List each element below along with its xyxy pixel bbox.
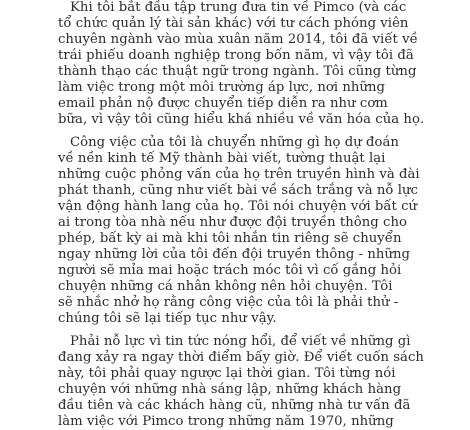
- text-line: bữa, vì vậy tôi cũng hiểu khá nhiều về văn hóa của họ.: [58, 112, 425, 127]
- text-line: Công việc của tôi là chuyển những gì họ dự đoán: [70, 135, 399, 150]
- text-line: đầu tiên và các khách hàng cũ, những nhà tư vấn đã: [58, 398, 411, 413]
- text-line: những cuộc phỏng vấn của họ trên truyền hình và đài: [58, 167, 420, 182]
- text-line: ngay những lời của tôi đến đội truyền thông - những: [58, 247, 411, 262]
- text-line: trái phiếu doanh nghiệp trong bốn năm, vì vậy tôi đã: [58, 48, 414, 63]
- text-line: về nền kinh tế Mỹ thành bài viết, tường thuật lại: [58, 151, 386, 166]
- text-line: vận động hành lang của họ. Tôi nói chuyện với bất cứ: [58, 199, 418, 214]
- text-line: ai trong tòa nhà nếu như được đội truyền thông cho: [58, 215, 408, 230]
- text-line: chuyện với những nhà sáng lập, những khách hàng: [58, 382, 402, 397]
- text-line: người sẽ mỉa mai hoặc trách móc tôi vì cố gắng hỏi: [58, 263, 402, 278]
- text-line: này, tôi phải quay ngược lại thời gian. Tôi từng nói: [58, 366, 396, 381]
- text-line: chuyên ngành vào mùa xuân năm 2014, tôi đã viết về: [58, 32, 418, 47]
- text-line: phép, bất kỳ ai mà khi tôi nhắn tin riêng sẽ chuyển: [58, 231, 402, 246]
- text-line: chuyện những cá nhân không nên hỏi chuyện. Tôi: [58, 279, 393, 294]
- text-line: chúng tôi sẽ lại tiếp tục như vậy.: [58, 311, 277, 326]
- text-line: thành thạo các thuật ngữ trong ngành. Tôi cũng từng: [58, 64, 417, 79]
- text-line: làm việc trong một môi trường áp lực, nơi những: [58, 80, 386, 95]
- text-line: đang xảy ra ngay thời điểm bấy giờ. Để viết cuốn sách: [58, 350, 424, 365]
- text-line: Phải nỗ lực vì tin tức nóng hổi, để viết về những gì: [70, 334, 411, 349]
- text-line: Khi tôi bắt đầu tập trung đưa tin về Pimco (và các: [70, 0, 407, 15]
- text-line: phát thanh, cũng như viết bài về sách trắng và nỗ lực: [58, 183, 419, 198]
- text-line: làm việc với Pimco trong những năm 1970, những: [58, 414, 394, 429]
- text-line: sẽ nhắc nhở họ rằng công việc của tôi là phải thử -: [58, 295, 399, 310]
- text-line: tổ chức quản lý tài sản khác) với tư cách phóng viên: [58, 16, 409, 31]
- text-line: email phản nộ được chuyển tiếp diễn ra như cơm: [58, 96, 388, 111]
